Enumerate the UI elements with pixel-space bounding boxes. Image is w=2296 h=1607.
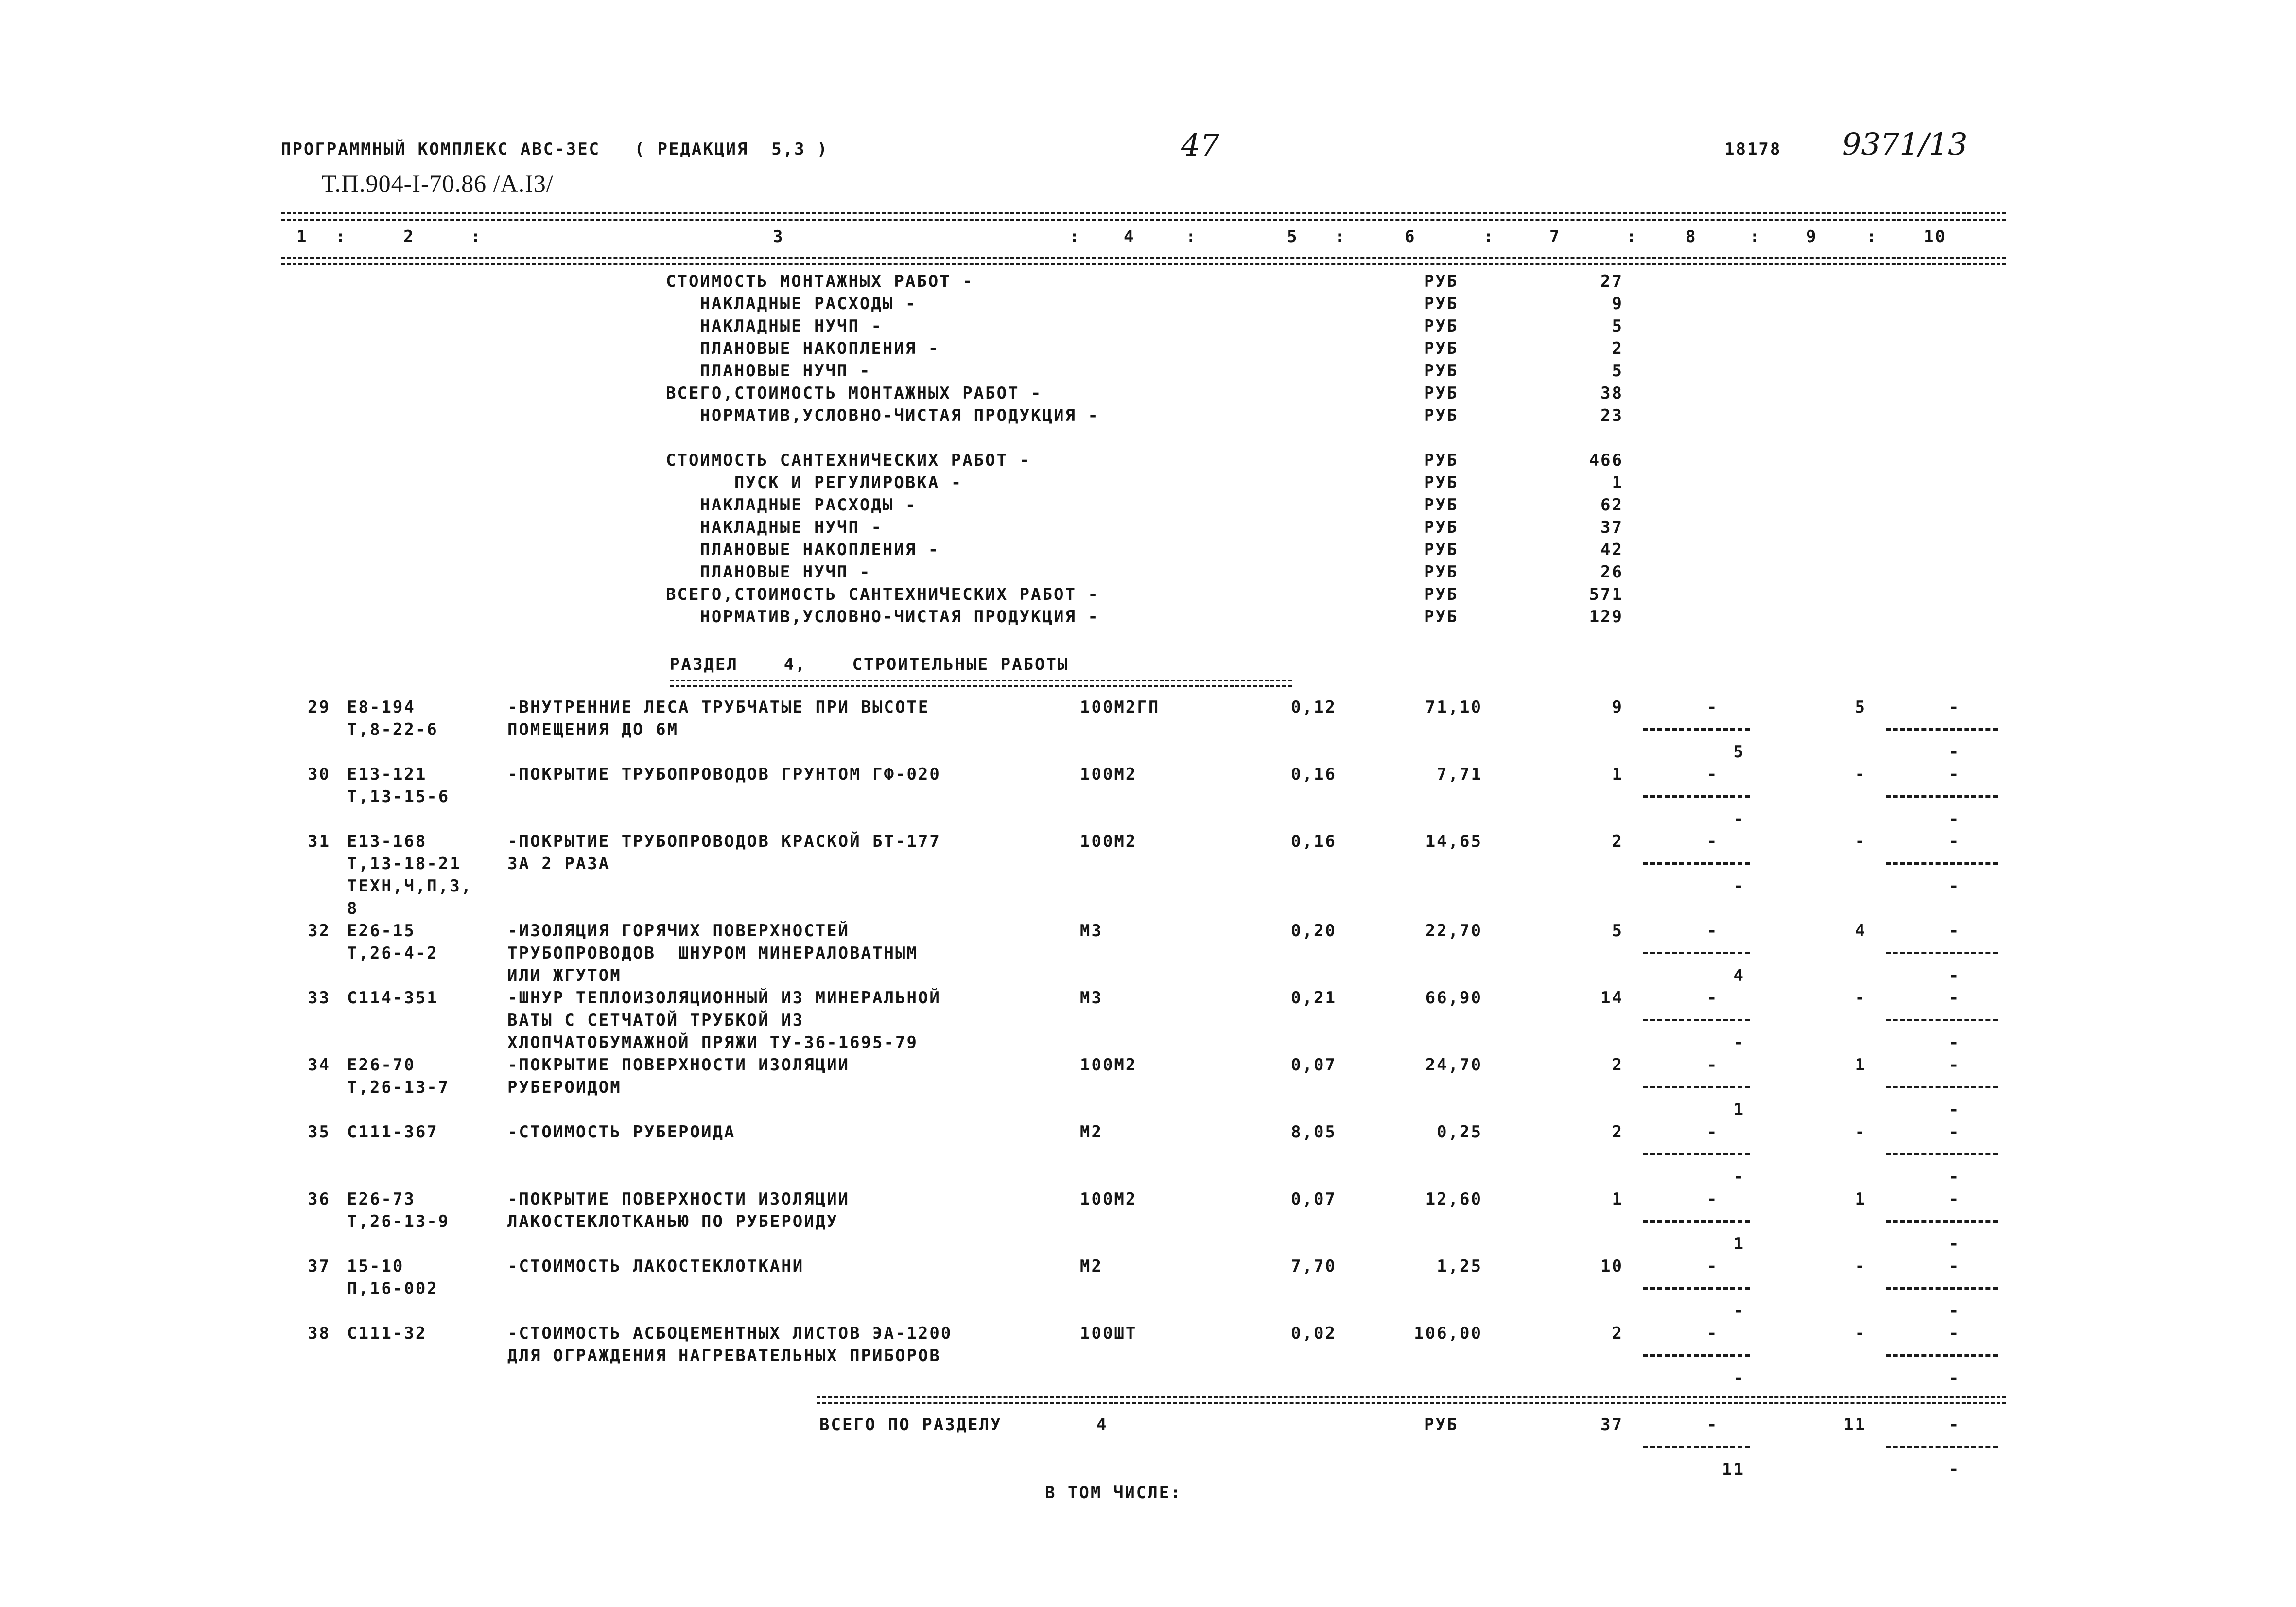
summary-value: 26	[1600, 562, 1623, 582]
item-col10-rule	[1886, 1354, 1998, 1357]
item-col8-rule	[1643, 1287, 1750, 1290]
item-quantity: 0,16	[1291, 832, 1337, 851]
item-code: ТЕХН,Ч,П,3,	[347, 876, 473, 896]
column-number: 1	[296, 227, 308, 246]
item-price: 106,00	[1414, 1324, 1482, 1343]
summary-value: 62	[1600, 495, 1623, 515]
table-top-rule	[281, 212, 2006, 221]
item-number: 33	[308, 988, 330, 1008]
item-col10-bottom: -	[1949, 1234, 1961, 1254]
column-separator: :	[1069, 227, 1081, 246]
item-col8-bottom: -	[1733, 1167, 1745, 1187]
item-quantity: 0,21	[1291, 988, 1337, 1008]
item-col10-bottom: -	[1949, 966, 1961, 985]
column-number: 4	[1124, 227, 1135, 246]
summary-unit: РУБ	[1424, 451, 1459, 470]
item-col8-rule	[1643, 795, 1750, 798]
item-col9: -	[1855, 765, 1866, 784]
item-description: -ИЗОЛЯЦИЯ ГОРЯЧИХ ПОВЕРХНОСТЕЙ	[507, 921, 850, 941]
item-col8-bottom: 4	[1733, 966, 1745, 985]
item-col10-bottom: -	[1949, 876, 1961, 896]
item-col8-bottom: -	[1733, 1368, 1745, 1388]
item-price: 71,10	[1425, 698, 1482, 717]
item-quantity: 0,07	[1291, 1055, 1337, 1075]
item-col8-bottom: -	[1733, 1033, 1745, 1052]
item-col9: -	[1855, 1122, 1866, 1142]
item-unit: М2	[1080, 1122, 1103, 1142]
item-description: -ПОКРЫТИЕ ТРУБОПРОВОДОВ КРАСКОЙ БТ-177	[507, 832, 941, 851]
item-quantity: 0,12	[1291, 698, 1337, 717]
item-price: 7,71	[1437, 765, 1482, 784]
item-col8-rule	[1643, 1019, 1750, 1021]
item-col8: -	[1707, 988, 1719, 1008]
item-unit: 100ШТ	[1080, 1324, 1137, 1343]
summary-label: НОРМАТИВ,УСЛОВНО-ЧИСТАЯ ПРОДУКЦИЯ -	[666, 406, 1099, 425]
item-description: ЛАКОСТЕКЛОТКАНЬЮ ПО РУБЕРОИДУ	[507, 1212, 838, 1231]
item-number: 30	[308, 765, 330, 784]
item-code: Т,26-4-2	[347, 943, 438, 963]
item-price: 1,25	[1437, 1257, 1482, 1276]
summary-value: 9	[1612, 294, 1623, 314]
item-col10-rule	[1886, 1220, 1998, 1223]
column-number: 9	[1806, 227, 1818, 246]
column-separator: :	[1335, 227, 1346, 246]
item-col10-rule	[1886, 1153, 1998, 1155]
summary-value: 129	[1589, 607, 1623, 627]
item-number: 35	[308, 1122, 330, 1142]
item-col10-bottom: -	[1949, 1301, 1961, 1321]
summary-unit: РУБ	[1424, 339, 1459, 358]
column-separator: :	[1626, 227, 1638, 246]
item-col8: -	[1707, 1257, 1719, 1276]
summary-label: ВСЕГО,СТОИМОСТЬ САНТЕХНИЧЕСКИХ РАБОТ -	[666, 585, 1099, 604]
summary-unit: РУБ	[1424, 495, 1459, 515]
item-col9: -	[1855, 832, 1866, 851]
item-description: ИЛИ ЖГУТОМ	[507, 966, 622, 985]
summary-value: 466	[1589, 451, 1623, 470]
column-number: 3	[773, 227, 784, 246]
item-quantity: 0,20	[1291, 921, 1337, 941]
item-col8: -	[1707, 1055, 1719, 1075]
item-total: 1	[1612, 765, 1623, 784]
item-number: 37	[308, 1257, 330, 1276]
summary-value: 38	[1600, 384, 1623, 403]
column-separator: :	[1186, 227, 1198, 246]
item-total: 2	[1612, 1324, 1623, 1343]
summary-value: 2	[1612, 339, 1623, 358]
item-col10-rule	[1886, 952, 1998, 954]
item-code: Е13-121	[347, 765, 427, 784]
summary-unit: РУБ	[1424, 272, 1459, 291]
column-separator: :	[1483, 227, 1495, 246]
item-col8: -	[1707, 1122, 1719, 1142]
column-separator: :	[1750, 227, 1761, 246]
item-col10-rule	[1886, 1287, 1998, 1290]
summary-label: НАКЛАДНЫЕ РАСХОДЫ -	[666, 294, 917, 314]
item-description: -ПОКРЫТИЕ ТРУБОПРОВОДОВ ГРУНТОМ ГФ-020	[507, 765, 941, 784]
item-unit: М3	[1080, 921, 1103, 941]
column-separator: :	[470, 227, 482, 246]
total-rule	[817, 1396, 2006, 1404]
item-col8-bottom: -	[1733, 809, 1745, 829]
page-number: 47	[1181, 127, 1219, 163]
column-separator: :	[335, 227, 347, 246]
item-code: 8	[347, 899, 359, 918]
summary-value: 23	[1600, 406, 1623, 425]
summary-value: 42	[1600, 540, 1623, 559]
summary-label: ПЛАНОВЫЕ НУЧП -	[666, 562, 871, 582]
item-code: Т,26-13-9	[347, 1212, 450, 1231]
item-col8-rule	[1643, 728, 1750, 731]
item-code: Т,8-22-6	[347, 720, 438, 739]
total-col9: 11	[1844, 1415, 1866, 1434]
item-code: Т,13-15-6	[347, 787, 450, 806]
item-description: ХЛОПЧАТОБУМАЖНОЙ ПРЯЖИ ТУ-36-1695-79	[507, 1033, 918, 1052]
item-col8-bottom: 1	[1733, 1100, 1745, 1119]
item-col10-bottom: -	[1949, 1167, 1961, 1187]
item-unit: 100М2	[1080, 1055, 1137, 1075]
item-col10-rule	[1886, 795, 1998, 798]
item-col9: -	[1855, 1257, 1866, 1276]
item-quantity: 0,16	[1291, 765, 1337, 784]
summary-value: 37	[1600, 518, 1623, 537]
item-quantity: 7,70	[1291, 1257, 1337, 1276]
item-col8: -	[1707, 765, 1719, 784]
summary-unit: РУБ	[1424, 562, 1459, 582]
item-number: 32	[308, 921, 330, 941]
item-code: Е26-15	[347, 921, 416, 941]
item-price: 24,70	[1425, 1055, 1482, 1075]
item-description: -СТОИМОСТЬ ЛАКОСТЕКЛОТКАНИ	[507, 1257, 804, 1276]
item-number: 29	[308, 698, 330, 717]
total-col8: -	[1707, 1415, 1719, 1434]
item-col10: -	[1949, 988, 1961, 1008]
summary-label: НАКЛАДНЫЕ НУЧП -	[666, 518, 883, 537]
item-col10: -	[1949, 1257, 1961, 1276]
summary-unit: РУБ	[1424, 361, 1459, 381]
item-col8-bottom: 1	[1733, 1234, 1745, 1254]
item-col10-rule	[1886, 1019, 1998, 1021]
item-total: 5	[1612, 921, 1623, 941]
total-value: 37	[1600, 1415, 1623, 1434]
item-number: 34	[308, 1055, 330, 1075]
item-col10-bottom: -	[1949, 742, 1961, 762]
item-total: 2	[1612, 1055, 1623, 1075]
column-number: 6	[1405, 227, 1416, 246]
item-description: -ШНУР ТЕПЛОИЗОЛЯЦИОННЫЙ ИЗ МИНЕРАЛЬНОЙ	[507, 988, 941, 1008]
item-unit: 100М2	[1080, 765, 1137, 784]
item-number: 36	[308, 1189, 330, 1209]
column-separator: :	[1866, 227, 1878, 246]
summary-label: СТОИМОСТЬ МОНТАЖНЫХ РАБОТ -	[666, 272, 974, 291]
item-col8: -	[1707, 698, 1719, 717]
item-price: 66,90	[1425, 988, 1482, 1008]
item-quantity: 0,07	[1291, 1189, 1337, 1209]
summary-value: 571	[1589, 585, 1623, 604]
total-col10-bottom: -	[1949, 1460, 1961, 1479]
summary-unit: РУБ	[1424, 540, 1459, 559]
item-col9: -	[1855, 1324, 1866, 1343]
item-code: С111-32	[347, 1324, 427, 1343]
summary-value: 1	[1612, 473, 1623, 492]
item-col10-bottom: -	[1949, 1100, 1961, 1119]
item-col9: -	[1855, 988, 1866, 1008]
item-col8: -	[1707, 921, 1719, 941]
item-col10-bottom: -	[1949, 809, 1961, 829]
item-code: С111-367	[347, 1122, 438, 1142]
doc-code: 18178	[1724, 140, 1782, 159]
section-title: РАЗДЕЛ 4, СТРОИТЕЛЬНЫЕ РАБОТЫ	[670, 655, 1069, 674]
summary-unit: РУБ	[1424, 607, 1459, 627]
item-total: 14	[1600, 988, 1623, 1008]
item-code: С114-351	[347, 988, 438, 1008]
project-code: Т.П.904-I-70.86 /А.I3/	[322, 170, 554, 197]
item-code: Е26-70	[347, 1055, 416, 1075]
item-col9: 5	[1855, 698, 1866, 717]
total-label: ВСЕГО ПО РАЗДЕЛУ	[819, 1415, 1002, 1434]
item-col10-rule	[1886, 728, 1998, 731]
item-total: 2	[1612, 832, 1623, 851]
item-col10: -	[1949, 832, 1961, 851]
column-number: 10	[1924, 227, 1947, 246]
item-col9: 1	[1855, 1189, 1866, 1209]
item-code: 15-10	[347, 1257, 404, 1276]
summary-unit: РУБ	[1424, 384, 1459, 403]
summary-value: 5	[1612, 316, 1623, 336]
column-number: 5	[1287, 227, 1299, 246]
item-code: Т,26-13-7	[347, 1078, 450, 1097]
total-col10-rule	[1886, 1446, 1998, 1448]
item-col10-bottom: -	[1949, 1033, 1961, 1052]
program-title: ПРОГРАММНЫЙ КОМПЛЕКС АВС-ЗЕС ( РЕДАКЦИЯ 5,3 )	[281, 140, 829, 159]
summary-unit: РУБ	[1424, 316, 1459, 336]
column-header-rule	[281, 257, 2006, 265]
item-col10: -	[1949, 765, 1961, 784]
item-col8-rule	[1643, 952, 1750, 954]
item-description: РУБЕРОИДОМ	[507, 1078, 622, 1097]
summary-label: НАКЛАДНЫЕ РАСХОДЫ -	[666, 495, 917, 515]
summary-unit: РУБ	[1424, 473, 1459, 492]
item-total: 1	[1612, 1189, 1623, 1209]
item-col8-bottom: -	[1733, 876, 1745, 896]
including-label: В ТОМ ЧИСЛЕ:	[1045, 1483, 1182, 1502]
item-code: Е13-168	[347, 832, 427, 851]
item-description: ПОМЕЩЕНИЯ ДО 6М	[507, 720, 679, 739]
item-description: ВАТЫ С СЕТЧАТОЙ ТРУБКОЙ ИЗ	[507, 1011, 804, 1030]
item-col8-bottom: 5	[1733, 742, 1745, 762]
item-col10: -	[1949, 1122, 1961, 1142]
sheet-ref: 9371/13	[1842, 126, 1967, 162]
item-number: 38	[308, 1324, 330, 1343]
item-col8-rule	[1643, 1220, 1750, 1223]
item-total: 2	[1612, 1122, 1623, 1142]
item-col8-rule	[1643, 1086, 1750, 1088]
item-col8-bottom: -	[1733, 1301, 1745, 1321]
item-price: 22,70	[1425, 921, 1482, 941]
item-unit: 100М2	[1080, 1189, 1137, 1209]
item-description: -ПОКРЫТИЕ ПОВЕРХНОСТИ ИЗОЛЯЦИИ	[507, 1055, 850, 1075]
summary-label: НАКЛАДНЫЕ НУЧП -	[666, 316, 883, 336]
item-col8: -	[1707, 832, 1719, 851]
item-number: 31	[308, 832, 330, 851]
summary-label: ПЛАНОВЫЕ НУЧП -	[666, 361, 871, 381]
summary-unit: РУБ	[1424, 518, 1459, 537]
item-col8-rule	[1643, 1153, 1750, 1155]
summary-unit: РУБ	[1424, 585, 1459, 604]
summary-unit: РУБ	[1424, 406, 1459, 425]
item-col10: -	[1949, 698, 1961, 717]
item-col10-bottom: -	[1949, 1368, 1961, 1388]
total-col10: -	[1949, 1415, 1961, 1434]
item-unit: М2	[1080, 1257, 1103, 1276]
section-underline	[670, 680, 1292, 687]
total-col8-bottom: 11	[1722, 1460, 1745, 1479]
item-description: ТРУБОПРОВОДОВ ШНУРОМ МИНЕРАЛОВАТНЫМ	[507, 943, 918, 963]
item-col8-rule	[1643, 1354, 1750, 1357]
item-code: П,16-002	[347, 1279, 438, 1298]
item-code: Е8-194	[347, 698, 416, 717]
item-quantity: 0,02	[1291, 1324, 1337, 1343]
item-unit: 100М2	[1080, 832, 1137, 851]
item-description: -СТОИМОСТЬ АСБОЦЕМЕНТНЫХ ЛИСТОВ ЭА-1200	[507, 1324, 953, 1343]
item-col10-rule	[1886, 1086, 1998, 1088]
summary-label: ПЛАНОВЫЕ НАКОПЛЕНИЯ -	[666, 540, 940, 559]
item-col10: -	[1949, 1324, 1961, 1343]
item-price: 0,25	[1437, 1122, 1482, 1142]
total-unit: РУБ	[1424, 1415, 1459, 1434]
item-col9: 1	[1855, 1055, 1866, 1075]
summary-value: 27	[1600, 272, 1623, 291]
item-description: -СТОИМОСТЬ РУБЕРОИДА	[507, 1122, 736, 1142]
item-price: 14,65	[1425, 832, 1482, 851]
item-col8: -	[1707, 1324, 1719, 1343]
item-description: ДЛЯ ОГРАЖДЕНИЯ НАГРЕВАТЕЛЬНЫХ ПРИБОРОВ	[507, 1346, 941, 1365]
item-total: 10	[1600, 1257, 1623, 1276]
column-number: 2	[403, 227, 415, 246]
item-unit: 100М2ГП	[1080, 698, 1160, 717]
summary-label: СТОИМОСТЬ САНТЕХНИЧЕСКИХ РАБОТ -	[666, 451, 1031, 470]
item-col9: 4	[1855, 921, 1866, 941]
total-col8-rule	[1643, 1446, 1750, 1448]
summary-unit: РУБ	[1424, 294, 1459, 314]
item-unit: М3	[1080, 988, 1103, 1008]
item-total: 9	[1612, 698, 1623, 717]
item-col10-rule	[1886, 862, 1998, 865]
item-code: Е26-73	[347, 1189, 416, 1209]
total-section: 4	[1096, 1415, 1108, 1434]
item-quantity: 8,05	[1291, 1122, 1337, 1142]
item-description: ЗА 2 РАЗА	[507, 854, 610, 873]
item-col10: -	[1949, 1189, 1961, 1209]
summary-label: НОРМАТИВ,УСЛОВНО-ЧИСТАЯ ПРОДУКЦИЯ -	[666, 607, 1099, 627]
summary-label: ПУСК И РЕГУЛИРОВКА -	[666, 473, 963, 492]
item-col10: -	[1949, 921, 1961, 941]
column-number: 8	[1686, 227, 1697, 246]
item-col8: -	[1707, 1189, 1719, 1209]
item-col10: -	[1949, 1055, 1961, 1075]
item-description: -ПОКРЫТИЕ ПОВЕРХНОСТИ ИЗОЛЯЦИИ	[507, 1189, 850, 1209]
item-price: 12,60	[1425, 1189, 1482, 1209]
summary-label: ПЛАНОВЫЕ НАКОПЛЕНИЯ -	[666, 339, 940, 358]
summary-label: ВСЕГО,СТОИМОСТЬ МОНТАЖНЫХ РАБОТ -	[666, 384, 1043, 403]
item-code: Т,13-18-21	[347, 854, 461, 873]
item-description: -ВНУТРЕННИЕ ЛЕСА ТРУБЧАТЫЕ ПРИ ВЫСОТЕ	[507, 698, 930, 717]
column-number: 7	[1549, 227, 1561, 246]
summary-value: 5	[1612, 361, 1623, 381]
item-col8-rule	[1643, 862, 1750, 865]
